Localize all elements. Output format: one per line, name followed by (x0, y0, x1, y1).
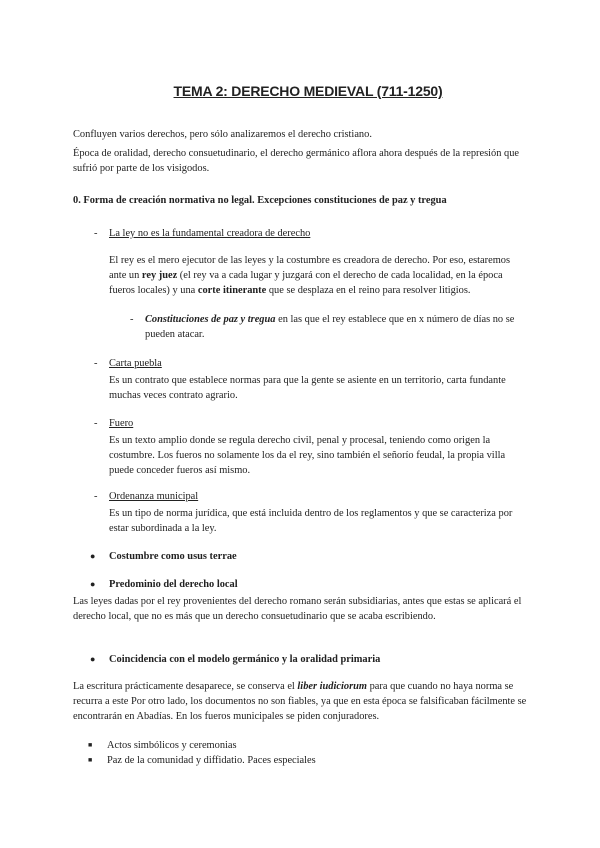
item-paragraph-fuero: Es un texto amplio donde se regula derecho civil, penal y procesal, teniendo como origen la costumbre. Los fueros no solamente los da el rey, sino también el señorío feudal, la propia villa puede conceder fueros así mismo. (109, 435, 506, 476)
intro-paragraph-1: Confluyen varios derechos, pero sólo analizaremos el derecho cristiano. (73, 129, 372, 140)
dash-bullet: - (94, 418, 98, 429)
item-paragraph-ley: El rey es el mero ejecutor de las leyes y la costumbre es creadora de derecho. Por eso, estaremos ante un rey juez (el rey va a cada lugar y juzgará con el derecho de cada localidad, en la época fueros locales) y una corte itinerante que se desplaza en el reino para resolver litigios. (109, 255, 511, 296)
coincidencia-paragraph: La escritura prácticamente desaparece, se conserva el liber iudiciorum para que cuando no haya norma se recurra a este Por otro lado, los documentos no son fiables, ya que en esta época se falsificaban fácilmente se encontrarán en Abadías. En los fueros municipales se piden conjuradores. (73, 681, 527, 722)
item-paragraph-ordenanza: Es un tipo de norma jurídica, que está incluida dentro de los reglamentos y que se caracteriza por estar subordinada a la ley. (109, 508, 513, 534)
dash-bullet: - (94, 228, 98, 239)
document-title: TEMA 2: DERECHO MEDIEVAL (711-1250) (173, 83, 443, 99)
item-heading-ordenanza: Ordenanza municipal (109, 491, 199, 502)
item-paragraph-carta-puebla: Es un contrato que establece normas para que la gente se asiente en un territorio, carta fundante muchas veces contrato agrario. (109, 375, 506, 401)
bullet-coincidencia: Coincidencia con el modelo germánico y la oralidad primaria (109, 654, 381, 665)
predominio-paragraph: Las leyes dadas por el rey provenientes del derecho romano serán subsidiarias, antes que estas se aplicará el derecho local, que no es más que un derecho consuetudinario que se acaba escribiendo. (73, 596, 522, 622)
square-item: Actos simbólicos y ceremonias (107, 740, 237, 751)
square-bullet: ■ (88, 756, 93, 764)
sub-item-constituciones: Constituciones de paz y tregua en las que el rey establece que en x número de días no se pueden atacar. (145, 314, 515, 340)
dash-bullet: - (94, 358, 98, 369)
section-heading-0: 0. Forma de creación normativa no legal. Excepciones constituciones de paz y tregua (73, 195, 447, 206)
bullet-costumbre: Costumbre como usus terrae (109, 551, 237, 562)
square-item: Paz de la comunidad y diffidatio. Paces especiales (107, 755, 316, 766)
bullet-predominio: Predominio del derecho local (109, 579, 238, 590)
item-heading-carta-puebla: Carta puebla (109, 358, 162, 369)
dot-bullet: ● (90, 579, 96, 589)
dot-bullet: ● (90, 654, 96, 664)
dash-bullet: - (94, 491, 98, 502)
square-bullet: ■ (88, 741, 93, 749)
intro-paragraph-2: Época de oralidad, derecho consuetudinario, el derecho germánico aflora ahora después de la represión que sufrió por parte de los visigodos. (73, 148, 520, 174)
item-heading-ley: La ley no es la fundamental creadora de derecho (109, 228, 311, 239)
item-heading-fuero: Fuero (109, 418, 134, 429)
dot-bullet: ● (90, 551, 96, 561)
dash-bullet: - (130, 314, 134, 325)
